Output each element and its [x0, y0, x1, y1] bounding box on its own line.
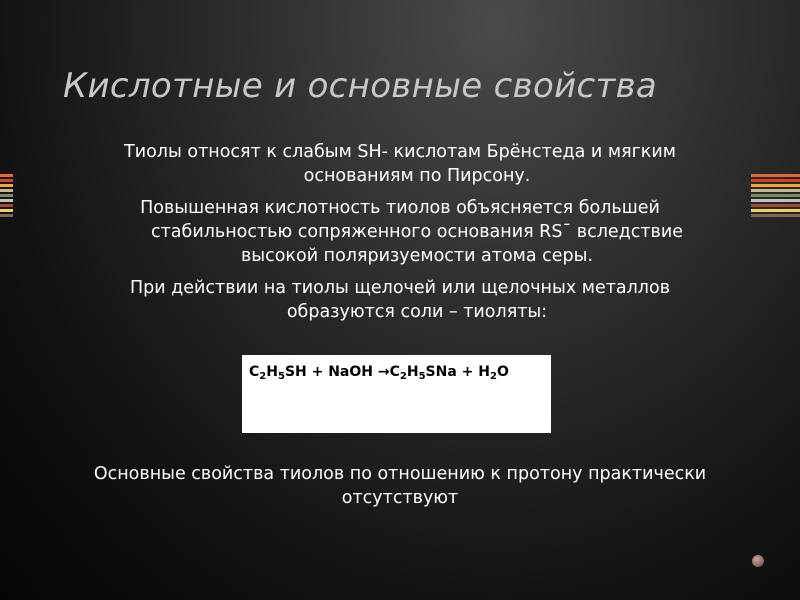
stripe	[0, 174, 13, 177]
paragraph-line: образуются соли – тиоляты:	[286, 302, 548, 322]
stripe	[0, 214, 13, 217]
paragraph-line: Повышенная кислотность тиолов объясняется большей	[140, 198, 660, 218]
paragraph-line: стабильностью сопряженного основания RS¯ вследствие	[150, 222, 684, 242]
slide-body	[40, 140, 760, 332]
bullet-dot-icon	[752, 555, 764, 567]
stripe	[0, 189, 13, 192]
paragraph-line: При действии на тиолы щелочей или щелочных металлов	[129, 278, 671, 298]
stripe	[0, 184, 13, 187]
slide-title: Кислотные и основные свойства	[63, 66, 658, 106]
stripe	[0, 209, 13, 212]
paragraph-line: высокой поляризуемости атома серы.	[240, 246, 594, 266]
equation-formula: $C_2H_5SH$ + NaOH $\to C_2H_5SNa + H_2O$	[249, 364, 509, 382]
stripe	[0, 204, 13, 207]
stripe	[0, 179, 13, 182]
stripe	[0, 199, 13, 202]
paragraph-basic-properties	[20, 462, 780, 510]
paragraph-thiolates	[40, 276, 760, 324]
paragraph-line: Основные свойства тиолов по отношению к протону практически	[93, 464, 707, 484]
paragraph-line: отсутствуют	[341, 488, 459, 508]
paragraph-line: основаниям по Пирсону.	[303, 166, 531, 186]
paragraph-line: Тиолы относят к слабым SH- кислотам Брёнстеда и мягким	[124, 142, 676, 162]
decorative-stripes-left	[0, 174, 13, 219]
stripe	[0, 194, 13, 197]
paragraph-acidity	[40, 196, 760, 268]
paragraph-thiol-classification	[40, 140, 760, 188]
reaction-equation-box	[242, 355, 551, 433]
